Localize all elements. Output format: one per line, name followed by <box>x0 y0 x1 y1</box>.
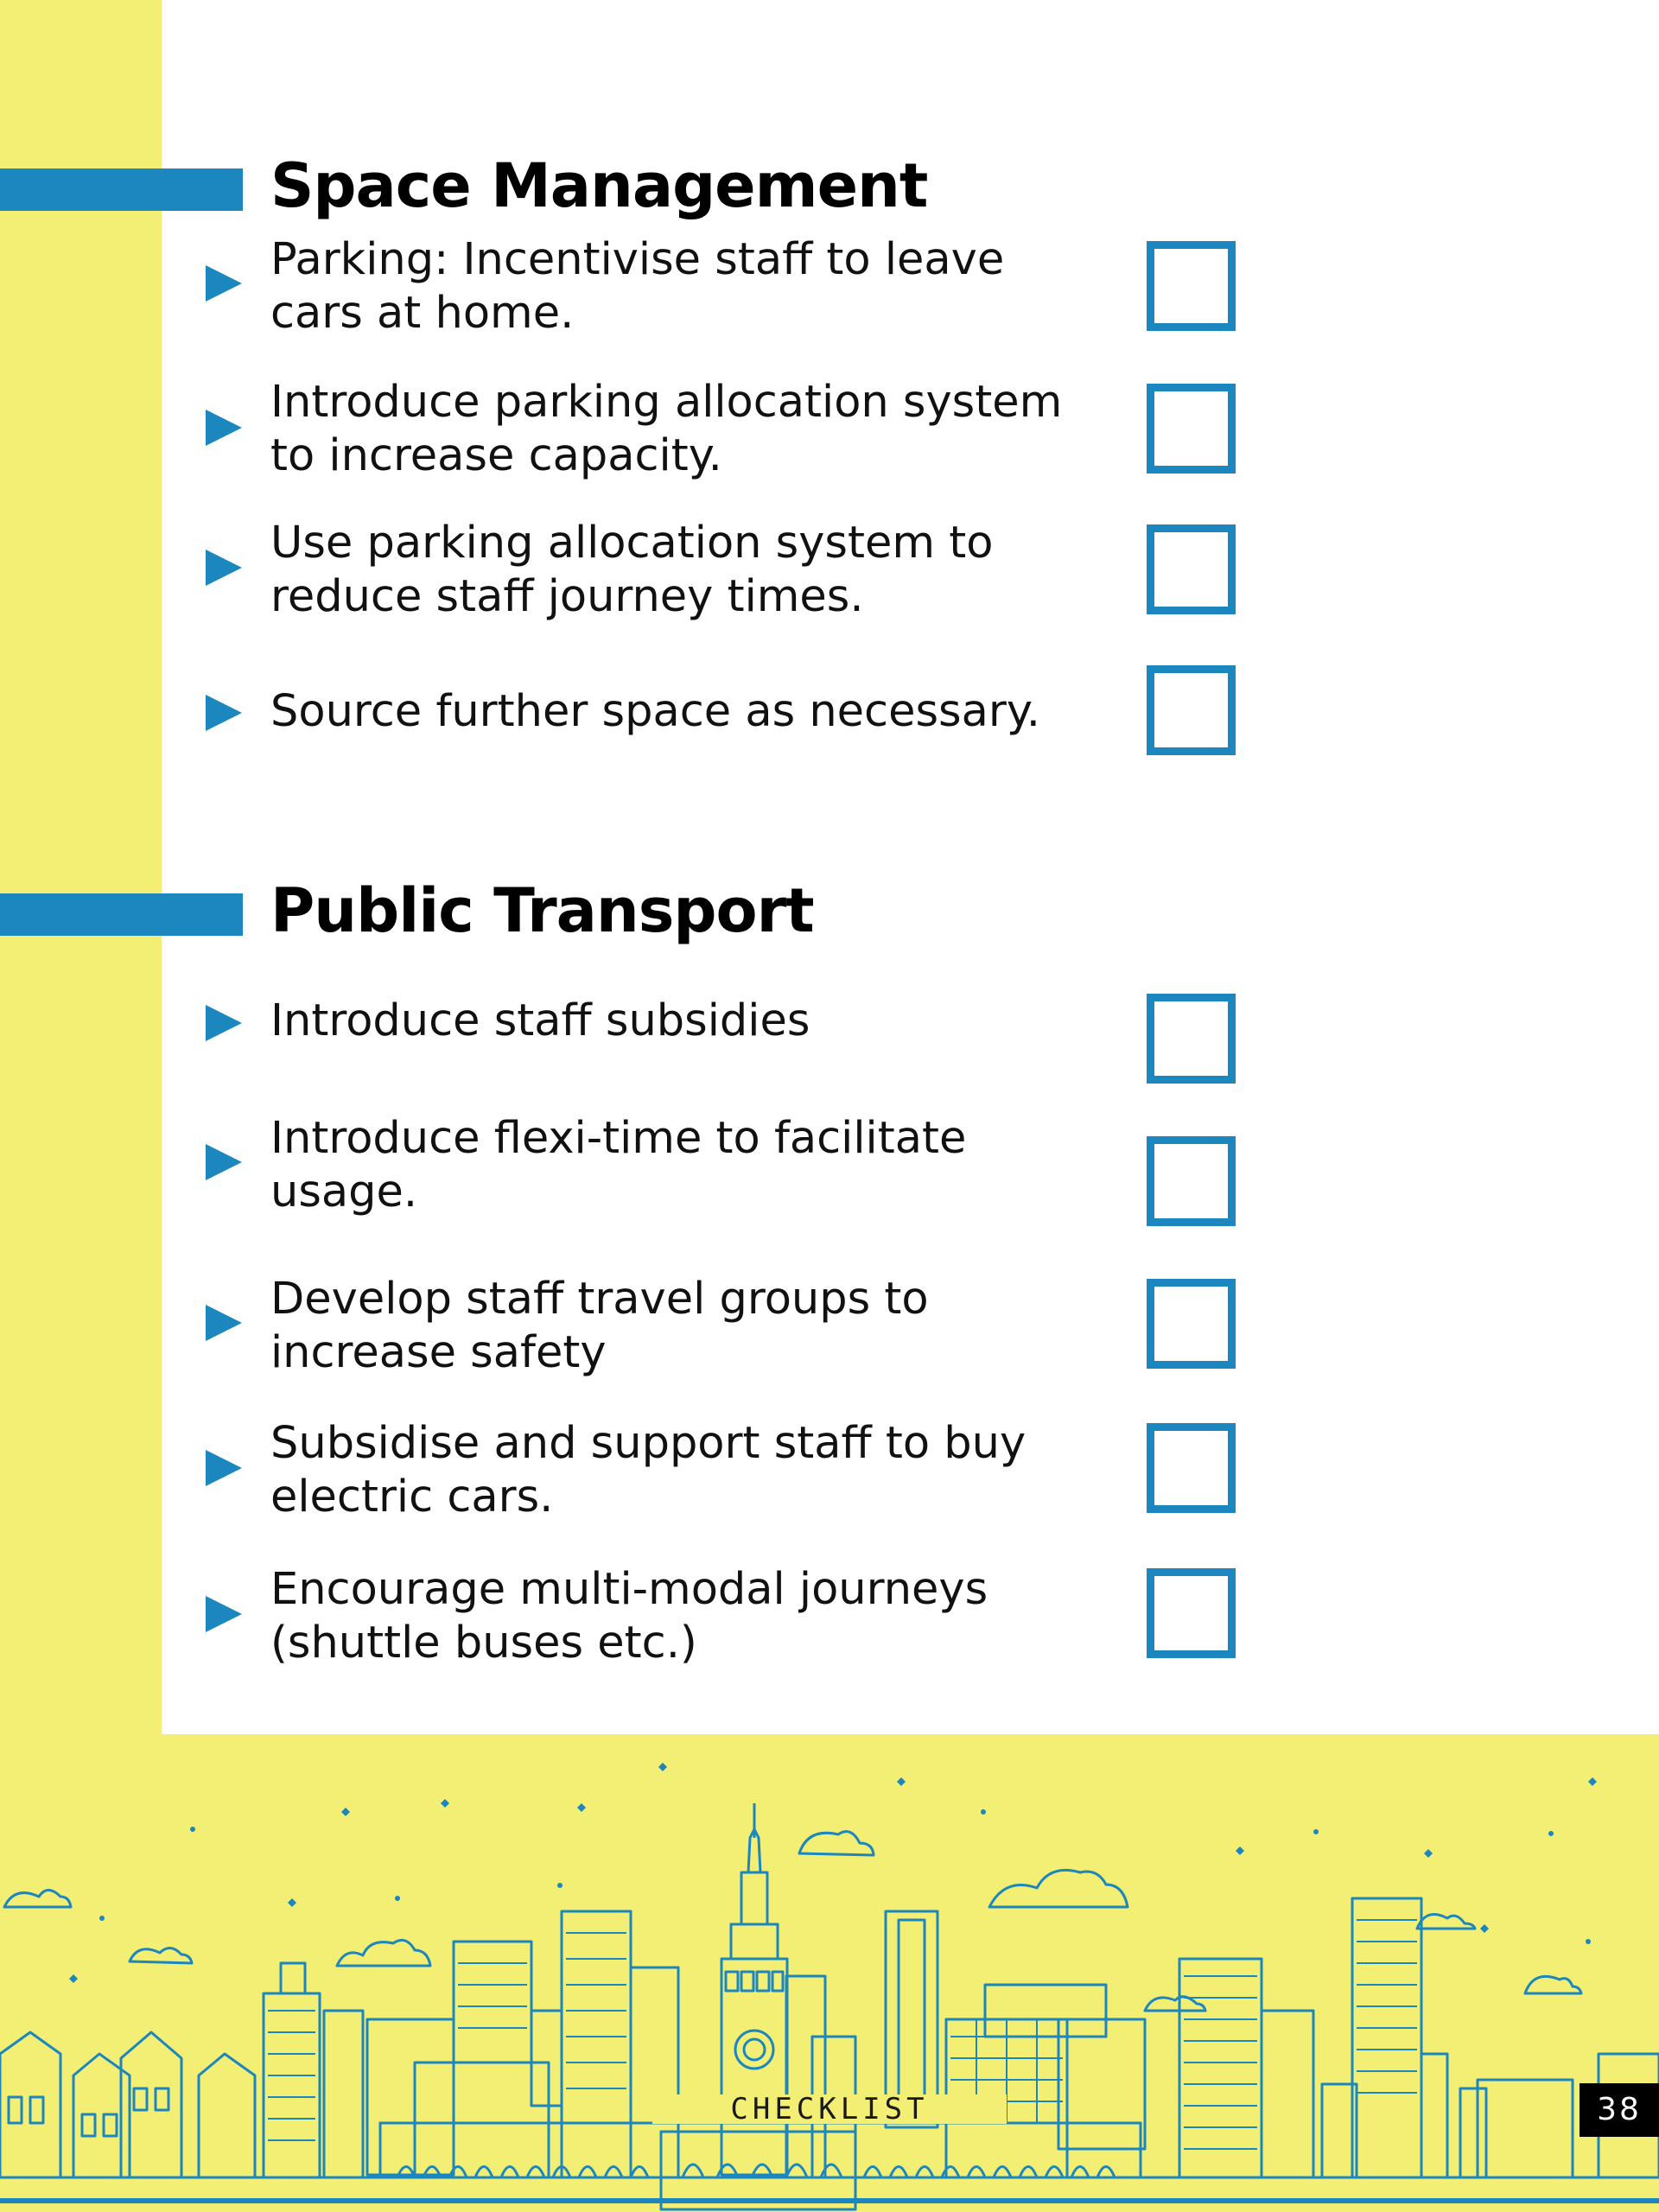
checkbox[interactable] <box>1147 1279 1236 1369</box>
checklist-item-text: Use parking allocation system to reduce staff journey times. <box>270 518 994 622</box>
checkbox[interactable] <box>1147 241 1236 331</box>
section-marker-bar <box>0 168 243 211</box>
page-number: 38 <box>1580 2083 1659 2137</box>
triangle-bullet-icon <box>206 1005 242 1041</box>
triangle-bullet-icon <box>206 410 242 446</box>
checklist-item-text: Parking: Incentivise staff to leave cars at home. <box>270 234 1005 339</box>
footer-checklist-label: CHECKLIST <box>652 2094 1007 2124</box>
checkbox[interactable] <box>1147 994 1236 1084</box>
checklist-item-text: Develop staff travel groups to increase safety <box>270 1274 929 1378</box>
section-title-public-transport: Public Transport <box>270 875 814 946</box>
checkbox[interactable] <box>1147 1136 1236 1226</box>
triangle-bullet-icon <box>206 550 242 586</box>
section-title-space-management: Space Management <box>270 150 928 221</box>
checklist-item-text: Subsidise and support staff to buy electric cars. <box>270 1418 1027 1522</box>
checklist-item-text: Source further space as necessary. <box>270 686 1040 737</box>
city-skyline-illustration <box>0 1734 1659 2212</box>
triangle-bullet-icon <box>206 1450 242 1486</box>
triangle-bullet-icon <box>206 1596 242 1632</box>
checklist-item-text: Introduce staff subsidies <box>270 995 810 1046</box>
triangle-bullet-icon <box>206 1305 242 1341</box>
triangle-bullet-icon <box>206 1144 242 1180</box>
checkbox[interactable] <box>1147 1568 1236 1658</box>
triangle-bullet-icon <box>206 265 242 302</box>
triangle-bullet-icon <box>206 695 242 731</box>
checkbox[interactable] <box>1147 524 1236 614</box>
checkbox[interactable] <box>1147 665 1236 755</box>
section-marker-bar <box>0 893 243 936</box>
checklist-item-text: Introduce flexi-time to facilitate usage. <box>270 1113 967 1217</box>
checkbox[interactable] <box>1147 1423 1236 1513</box>
checkbox[interactable] <box>1147 384 1236 474</box>
checklist-item-text: Encourage multi-modal journeys (shuttle buses etc.) <box>270 1564 988 1669</box>
checklist-item-text: Introduce parking allocation system to increase capacity. <box>270 377 1063 481</box>
